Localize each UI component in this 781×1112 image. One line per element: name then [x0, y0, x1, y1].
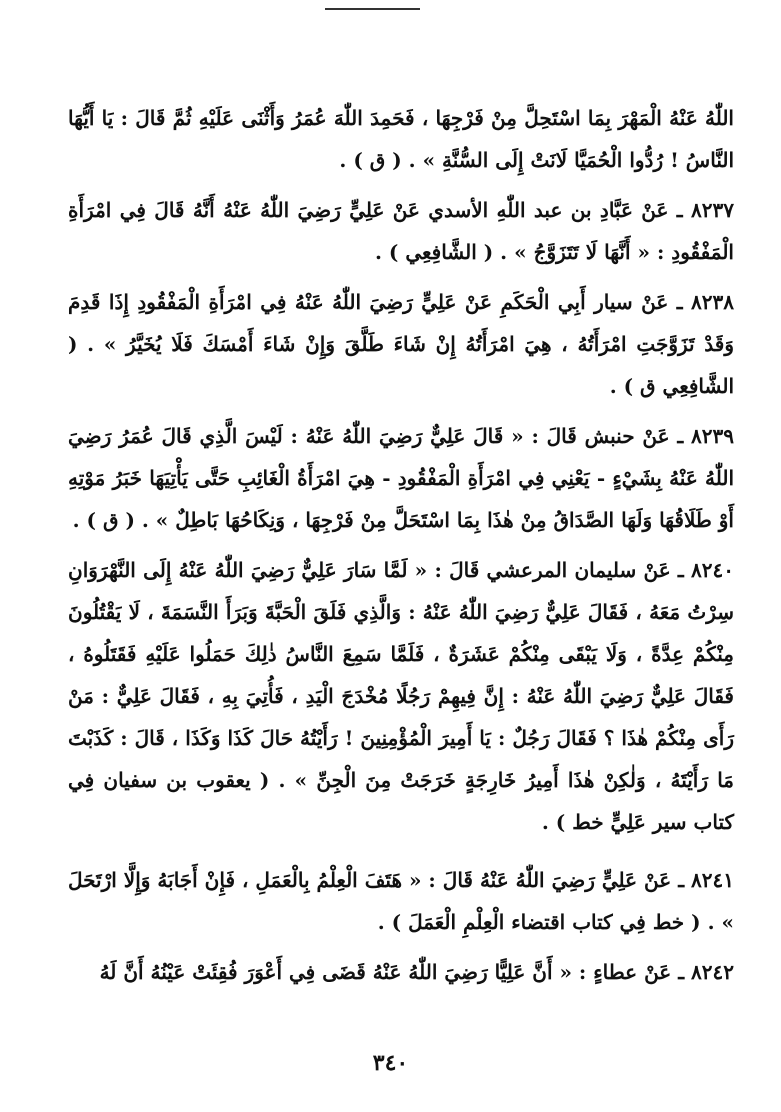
hadith-number: ٨٢٤١	[691, 868, 734, 892]
hadith-8240	[68, 549, 734, 843]
hadith-8241	[68, 859, 734, 943]
paragraph-text: عَنْ سليمان المرعشي قَالَ : « لَمَّا سَارَ عَلِيٌّ رَضِيَ اللّٰهُ عَنْهُ إِلَى النَّهْرَوَانِ سِرْتُ مَعَهُ ، فَقَالَ عَلِيٌّ رَضِيَ اللّٰهُ عَنْهُ : وَالَّذِي فَلَقَ الْحَبَّةَ وَبَرَأَ النَّسَمَةَ ، لَا يَقْتُلُونَ مِنْكُمْ عِدَّةً ، وَلَا يَبْقَى مِنْكُمْ عَشَرَةٌ ، فَلَمَّا سَمِعَ النَّاسُ ذٰلِكَ حَمَلُوا عَلَيْهِ فَقَتَلُوهُ ، فَقَالَ عَلِيٌّ رَضِيَ اللّٰهُ عَنْهُ : إِنَّ فِيهِمْ رَجُلًا مُخْدَجَ الْيَدِ ، فَأُتِيَ بِهِ ، فَقَالَ عَلِيٌّ : مَنْ رَأَى مِنْكُمْ هٰذَا ؟ فَقَالَ رَجُلٌ : يَا أَمِيرَ الْمُؤْمِنِينَ ! رَأَيْتُهُ حَالَ كَذَا وَكَذَا ، قَالَ : كَذَبْتَ مَا رَأَيْتَهُ ، وَلٰكِنْ هٰذَا أَمِيرُ خَارِجَةٍ خَرَجَتْ مِنَ الْجِنِّ » . ( يعقوب بن سفيان فِي كتاب سير عَلِيٍّ خط ) .	[68, 558, 734, 834]
number-separator: ـ	[670, 558, 692, 582]
number-separator: ـ	[671, 960, 692, 984]
hadith-number: ٨٢٤٠	[691, 558, 734, 582]
number-separator: ـ	[669, 424, 692, 448]
paragraph-text: عَنْ عَبَّادِ بن عبد اللّٰهِ الأسدي عَنْ عَلِيٍّ رَضِيَ اللّٰهُ عَنْهُ أَنَّهُ قَالَ فِي امْرَأَةِ الْمَفْقُودِ : « أَنَّهَا لَا تَتَزَوَّجُ » . ( الشَّافِعِي ) .	[68, 198, 734, 264]
hadith-8238	[68, 281, 734, 407]
hadith-8242	[68, 951, 734, 993]
hadith-number: ٨٢٤٢	[691, 960, 734, 984]
page-content	[68, 97, 734, 993]
number-separator: ـ	[668, 290, 692, 314]
hadith-number: ٨٢٣٧	[691, 198, 734, 222]
paragraph-text: اللّٰهُ عَنْهُ الْمَهْرَ بِمَا اسْتَحِلَّ مِنْ فَرْجِهَا ، فَحَمِدَ اللّٰهَ عُمَرُ وَأَثْنَى عَلَيْهِ ثُمَّ قَالَ : يَا أَيُّهَا النَّاسُ ! رُدُّوا الْحُمَيَّا لَانَتْ إِلَى السُّنَّةِ » . ( ق ) .	[68, 106, 734, 172]
hadith-number: ٨٢٣٩	[691, 424, 734, 448]
hadith-number: ٨٢٣٨	[691, 290, 734, 314]
paragraph-continuation	[68, 97, 734, 181]
number-separator: ـ	[671, 868, 692, 892]
hadith-8239	[68, 415, 734, 541]
paragraph-text: عَنْ حنبش قَالَ : « قَالَ عَلِيٌّ رَضِيَ اللّٰهُ عَنْهُ : لَيْسَ الَّذِي قَالَ عُمَرُ رَضِيَ اللّٰهُ عَنْهُ بِشَيْءٍ - يَعْنِي فِي امْرَأَةِ الْمَفْقُودِ - هِيَ امْرَأَةُ الْغَائِبِ حَتَّى يَأْتِيَهَا خَبَرُ مَوْتِهِ أَوْ طَلَاقُهَا وَلَهَا الصَّدَاقُ مِنْ هٰذَا بِمَا اسْتَحَلَّ مِنْ فَرْجِهَا ، وَنِكَاحُهَا بَاطِلٌ » . ( ق ) .	[68, 424, 734, 532]
page-number: ٣٤٠	[372, 1050, 409, 1076]
number-separator: ـ	[668, 198, 692, 222]
paragraph-text: عَنْ عَلِيٍّ رَضِيَ اللّٰهُ عَنْهُ قَالَ : « هَتَفَ الْعِلْمُ بِالْعَمَلِ ، فَإِنْ أَجَابَهُ وَإِلَّا ارْتَحَلَ » . ( خط فِي كتاب اقتضاء الْعِلْمِ الْعَمَلَ ) .	[68, 868, 734, 934]
paragraph-text: عَنْ سيار أَبِي الْحَكَمِ عَنْ عَلِيٍّ رَضِيَ اللّٰهُ عَنْهُ فِي امْرَأَةِ الْمَفْقُودِ إِذَا قَدِمَ وَقَدْ تَزَوَّجَتِ امْرَأَتُهُ ، هِيَ امْرَأَتُهُ إِنْ شَاءَ طَلَّقَ وَإِنْ شَاءَ أَمْسَكَ فَلَا يُخَيَّرُ » . ( الشَّافِعِي ق ) .	[68, 290, 734, 398]
paragraph-text: عَنْ عطاءٍ : « أَنَّ عَلِيًّا رَضِيَ اللّٰهُ عَنْهُ قَضَى فِي أَعْوَرَ فُقِئَتْ عَيْنُهُ أَنَّ لَهُ	[99, 960, 672, 984]
top-rule	[325, 8, 420, 10]
hadith-8237	[68, 189, 734, 273]
